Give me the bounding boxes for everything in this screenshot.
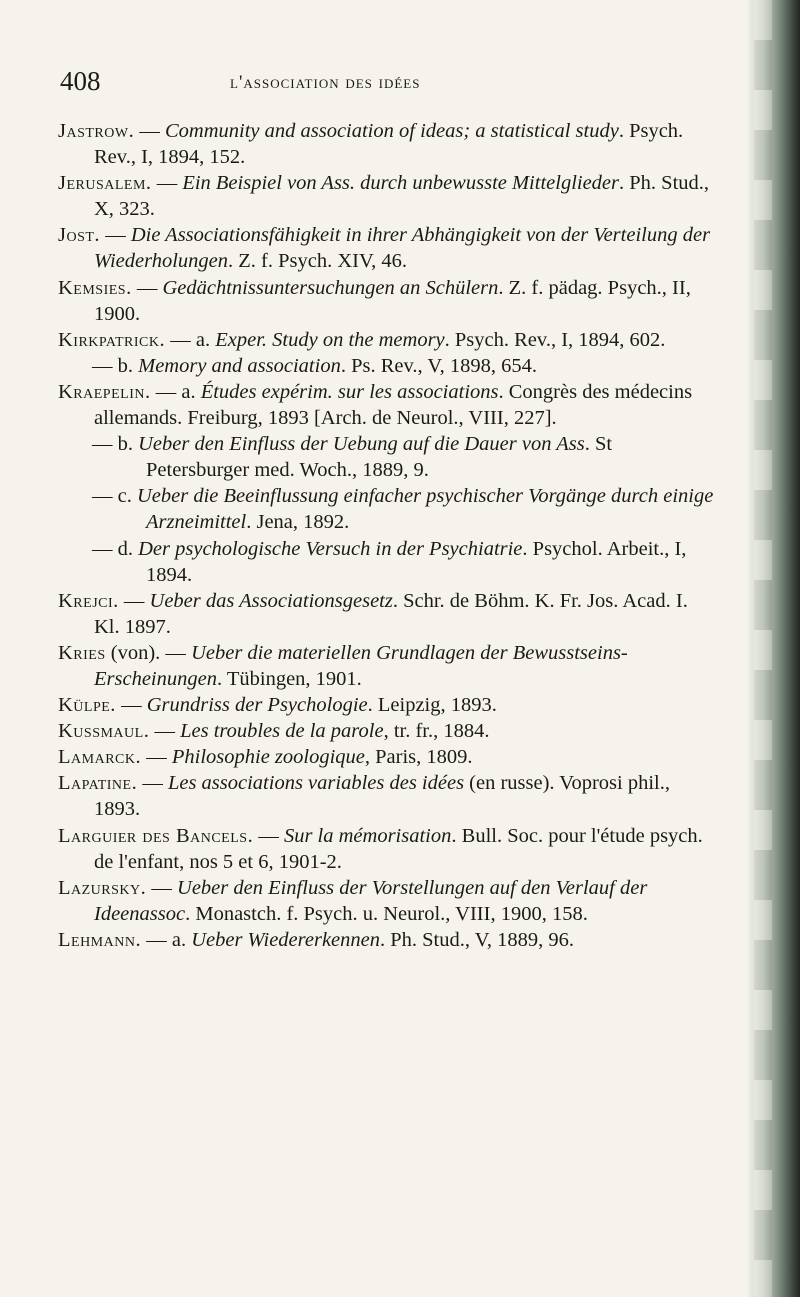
entry-separator: — xyxy=(146,876,178,899)
bibliography-entry xyxy=(58,588,718,640)
entry-details: . Tübingen, 1901. xyxy=(216,667,362,690)
entry-separator: — xyxy=(134,120,165,142)
entry-author: Krejci. xyxy=(58,589,119,612)
entry-author: Kries xyxy=(58,641,106,664)
entry-separator: — xyxy=(253,824,284,847)
entry-details: , tr. fr., 1884. xyxy=(383,720,490,743)
entry-separator: — xyxy=(151,172,183,195)
entry-details: . Bull. Soc. pour l'étude psych. de l'enfant, nos 5 et 6, 1901-2. xyxy=(94,824,703,873)
entry-separator: — xyxy=(115,694,147,717)
entry-details: . Ph. Stud., V, 1889, 96. xyxy=(380,928,575,951)
bibliography-list xyxy=(58,118,718,953)
entry-title: Les troubles de la parole xyxy=(180,720,384,743)
entry-details: . St Petersburger med. Woch., 1889, 9. xyxy=(146,433,613,482)
entry-title: Die Associationsfähigkeit in ihrer Abhängigkeit von der Verteilung der Wiederholungen xyxy=(94,224,711,273)
entry-author: Kussmaul. xyxy=(58,720,150,743)
bibliography-entry xyxy=(58,353,718,379)
entry-title: Ueber das Associationsgesetz xyxy=(149,589,393,612)
entry-author: Lehmann. xyxy=(58,928,142,951)
entry-title: Grundriss der Psychologie xyxy=(146,694,368,717)
bibliography-entry xyxy=(58,170,718,222)
entry-separator: — b. xyxy=(92,354,139,377)
entry-separator: — d. xyxy=(92,537,139,560)
entry-author: Kemsies. xyxy=(58,276,132,299)
entry-author: Külpe. xyxy=(58,694,116,717)
entry-separator: — xyxy=(118,589,150,612)
entry-title: Exper. Study on the memory xyxy=(215,328,445,351)
bibliography-entry xyxy=(58,483,718,535)
entry-title: Ueber Wiedererkennen xyxy=(191,928,380,951)
page-edge xyxy=(748,0,800,1297)
entry-author: Jerusalem. xyxy=(58,172,152,195)
entry-details: . Psych. Rev., I, 1894, 152. xyxy=(94,120,684,169)
entry-author: Jost. xyxy=(58,224,101,247)
entry-author: Lamarck. xyxy=(58,746,142,769)
entry-details: , Paris, 1809. xyxy=(364,746,473,769)
entry-separator: — xyxy=(131,276,163,299)
bibliography-entry xyxy=(58,744,718,770)
entry-title: Études expérim. sur les associations xyxy=(200,380,499,403)
entry-title: Community and association of ideas; a statistical study xyxy=(164,120,619,142)
entry-author: Lapatine. xyxy=(58,772,138,795)
bibliography-entry xyxy=(58,536,718,588)
entry-separator: — xyxy=(100,224,131,247)
entry-details: . Congrès des médecins allemands. Freiburg, 1893 [Arch. de Neurol., VIII, 227]. xyxy=(94,380,693,430)
entry-details: . Jena, 1892. xyxy=(246,511,350,534)
entry-author: Kirkpatrick. xyxy=(58,328,166,351)
entry-separator: — b. xyxy=(92,433,139,456)
entry-author: Jastrow. xyxy=(58,120,135,142)
entry-title: Sur la mémorisation xyxy=(283,824,452,847)
entry-details: . Leipzig, 1893. xyxy=(367,694,497,717)
bibliography-entry xyxy=(58,770,718,822)
entry-author: Larguier des Bancels. xyxy=(58,824,254,847)
entry-title: Philosophie zoologique xyxy=(171,746,365,769)
entry-title: Ueber den Einfluss der Uebung auf die Dauer von Ass xyxy=(138,433,585,456)
bibliography-entry xyxy=(58,327,718,353)
bibliography-entry xyxy=(58,118,718,170)
bibliography-entry xyxy=(58,431,718,483)
bibliography-entry xyxy=(58,692,718,718)
entry-title: Ein Beispiel von Ass. durch unbewusste Mittelglieder xyxy=(182,172,620,195)
page-number: 408 xyxy=(60,66,101,96)
entry-separator: — a. xyxy=(165,328,216,351)
entry-separator: (von). — xyxy=(105,641,192,664)
bibliography-entry xyxy=(58,640,718,692)
entry-separator: — xyxy=(149,720,181,743)
bibliography-entry xyxy=(58,718,718,744)
entry-details: . Psych. Rev., I, 1894, 602. xyxy=(444,328,666,351)
running-head: l'association des idées xyxy=(230,72,421,93)
entry-details: . Psychol. Arbeit., I, 1894. xyxy=(146,537,687,586)
entry-details: . Z. f. pädag. Psych., II, 1900. xyxy=(94,276,691,325)
entry-details: . Monastch. f. Psych. u. Neurol., VIII, 1900, 158. xyxy=(185,902,588,925)
bibliography-entry xyxy=(58,875,718,927)
entry-title: Les associations variables des idées xyxy=(167,772,465,795)
entry-title: Ueber die Beeinflussung einfacher psychischer Vorgänge durch einige Arzneimittel xyxy=(136,485,714,534)
entry-separator: — a. xyxy=(141,928,192,951)
bibliography-entry xyxy=(58,275,718,327)
entry-author: Kraepelin. xyxy=(58,380,151,403)
entry-details: (en russe). Voprosi phil., 1893. xyxy=(94,772,670,821)
bibliography-entry xyxy=(58,927,718,953)
entry-details: . Schr. de Böhm. K. Fr. Jos. Acad. I. Kl. 1897. xyxy=(94,589,688,638)
entry-details: . Z. f. Psych. XIV, 46. xyxy=(228,250,407,273)
entry-separator: — c. xyxy=(92,485,137,508)
entry-separator: — xyxy=(137,772,168,795)
entry-separator: — a. xyxy=(150,380,201,403)
entry-title: Der psychologische Versuch in der Psychiatrie xyxy=(138,537,523,560)
entry-details: . Ps. Rev., V, 1898, 654. xyxy=(340,354,537,377)
entry-title: Gedächtnissuntersuchungen an Schülern xyxy=(162,276,499,299)
bibliography-entry xyxy=(58,379,718,431)
entry-title: Ueber den Einfluss der Vorstellungen auf den Verlauf der Ideenassoc xyxy=(94,876,648,925)
bibliography-entry xyxy=(58,823,718,875)
entry-title: Ueber die materiellen Grundlagen der Bewusstseins-Erscheinungen xyxy=(94,641,628,690)
page-header xyxy=(60,66,690,106)
entry-title: Memory and association xyxy=(138,354,341,377)
bibliography-entry xyxy=(58,222,718,274)
entry-separator: — xyxy=(141,746,172,769)
entry-author: Lazursky. xyxy=(58,876,147,899)
entry-details: . Ph. Stud., X, 323. xyxy=(94,172,710,221)
